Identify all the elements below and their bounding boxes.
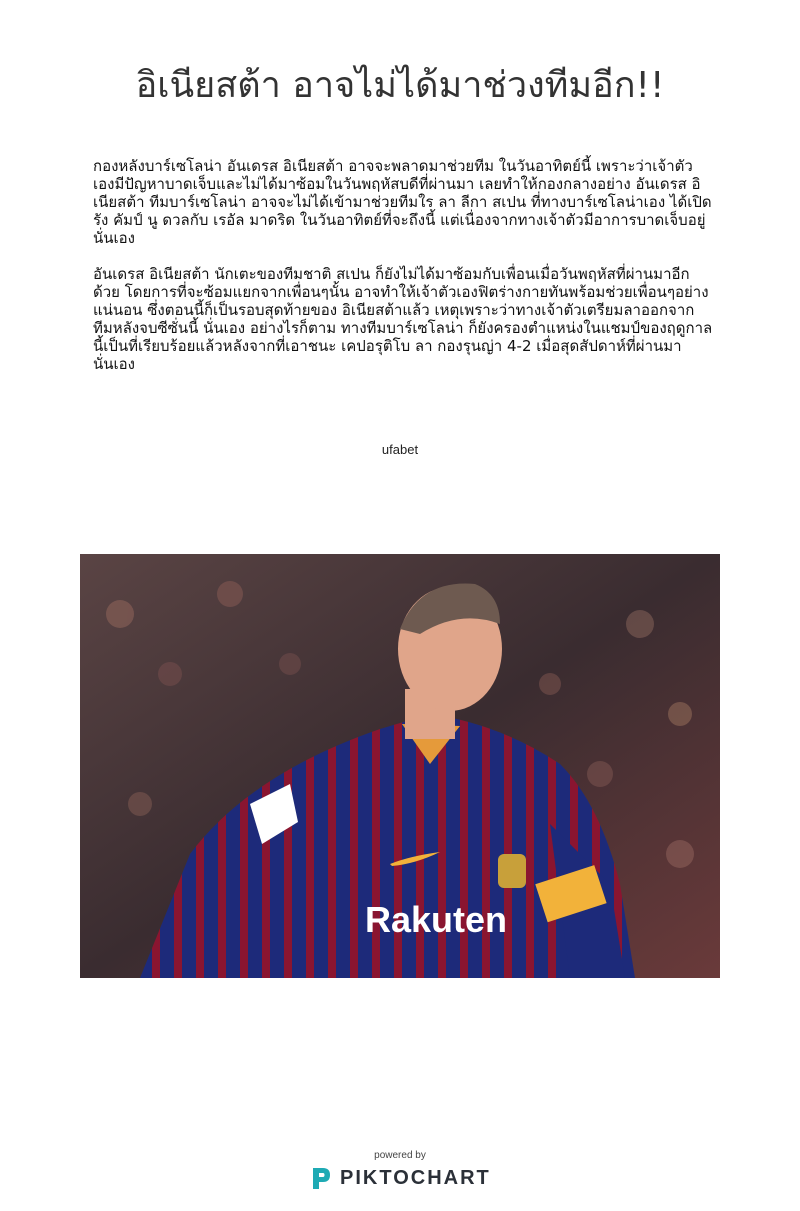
piktochart-p-icon <box>310 1165 332 1191</box>
article-paragraph-1: กองหลังบาร์เซโลน่า อันเดรส อิเนียสต้า อาจจะพลาดมาช่วยทีม ในวันอาทิตย์นี้ เพราะว่าเจ้าตัวเองมีปัญหาบาดเจ็บและไม่ได้มาซ้อมในวันพฤหัสบดีที่ผ่านมา เลยทำให้กองกลางอย่าง อันเดรส อิเนียสต้า ทีมบาร์เซโลน่า อาจจะไม่ได้เข้ามาช่วยทีมใร ลา ลีกา สเปน ที่ทางบาร์เซโลน่าเอง ได้เปิดรัง คัมป์ นู ดวลกับ เรอัล มาดริด ในวันอาทิตย์ที่จะถึงนี้ แต่เนื่องจากทางเจ้าตัวมีอาการบาดเจ็บอยู่นั่นเอง <box>93 157 712 247</box>
piktochart-wordmark: PIKTOCHART <box>340 1166 491 1189</box>
piktochart-logo[interactable] <box>310 1164 500 1192</box>
player-photo <box>80 554 720 978</box>
shirt-sponsor-text: Rakuten <box>365 899 508 940</box>
brand-caption: ufabet <box>381 442 419 457</box>
article-title: อิเนียสต้า อาจไม่ได้มาช่วงทีมอีก!! <box>135 65 665 106</box>
article-paragraph-2: อันเดรส อิเนียสต้า นักเตะของทีมชาติ สเปน ก็ยังไม่ได้มาซ้อมกับเพื่อนเมื่อวันพฤหัสที่ผ่านมาอีกด้วย โดยการที่จะซ้อมแยกจากเพื่อนๆนั้น อาจทำให้เจ้าตัวเองฟิตร่างกายทันพร้อมช่วยเพื่อนๆอย่างแน่นอน ซึ่งตอนนี้ก็เป็นรอบสุดท้ายของ อิเนียสต้าแล้ว เหตุเพราะว่าทางเจ้าตัวเตรียมลาออกจากทีมหลังจบซีซั่นนี้ นั่นเอง อย่างไรก็ตาม ทางทีมบาร์เซโลน่า ก็ยังครองตำแหน่งในแชมป์ของฤดูกาลนี้เป็นที่เรียบร้อยแล้วหลังจากที่เอาชนะ เคปอรุติโบ ลา กองรุนญ่า 4-2 เมื่อสุดสัปดาห์ที่ผ่านมานั่นเอง <box>93 265 713 373</box>
powered-by-label: powered by <box>374 1150 426 1161</box>
